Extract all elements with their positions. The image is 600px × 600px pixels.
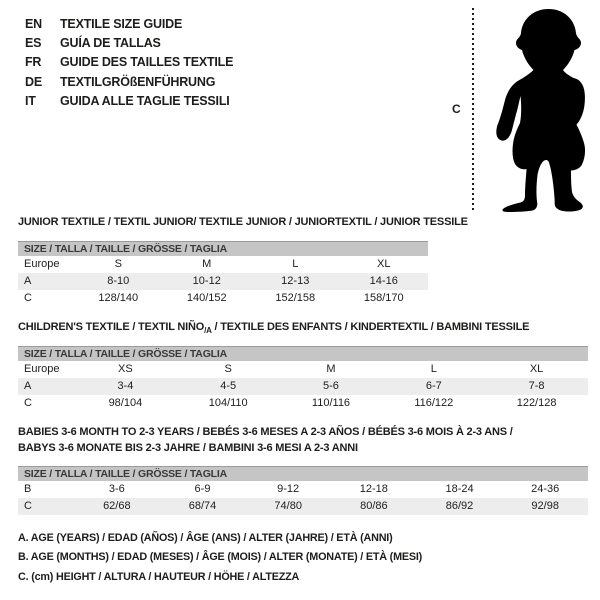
language-code: IT [25,93,36,108]
size-header-row: SIZE / TALLA / TAILLE / GRÖSSE / TAGLIA [18,466,588,481]
height-cell: 158/170 [363,292,404,304]
language-label: GUIDE DES TAILLES TEXTILE [60,55,234,70]
height-cell: 152/158 [275,292,316,304]
babies-table-title-line1: BABIES 3-6 MONTH TO 2-3 YEARS / BEBÉS 3-6 MESES A 2-3 AÑOS / BÉBÉS 3-6 MOIS À 2-3 ANS / [18,426,513,438]
row-label: B [24,483,32,495]
height-cell: 116/122 [414,397,454,409]
age-cell: 12-18 [359,483,388,495]
language-row [25,15,233,34]
height-cell: 98/104 [108,397,143,409]
row-label: C [24,397,32,409]
table-row-age [18,273,428,290]
children-table-title [18,321,529,335]
height-cell: 122/128 [516,397,557,409]
size-header-row: SIZE / TALLA / TAILLE / GRÖSSE / TAGLIA [18,346,588,361]
age-cell: 24-36 [531,483,560,495]
height-cell: 110/116 [311,397,351,409]
table-row-europe [18,256,428,273]
baby-silhouette-icon [484,6,597,212]
age-cell: 3-6 [108,483,125,495]
language-row [25,53,233,72]
legend [18,529,422,587]
legend-line-c: C. (cm) HEIGHT / ALTURA / HAUTEUR / HÖHE / ALTEZZA [18,570,300,583]
height-cell: 104/110 [208,397,248,409]
row-label: Europe [24,363,60,375]
size-cell: XL [529,363,544,375]
height-cell: 68/74 [188,500,217,512]
table-row-europe [18,361,588,378]
junior-table-title: JUNIOR TEXTILE / TEXTIL JUNIOR/ TEXTILE JUNIOR / JUNIORTEXTIL / JUNIOR TESSILE [18,216,468,228]
language-code: FR [25,55,42,70]
babies-table [18,466,588,515]
height-cell: 80/86 [360,500,388,512]
age-cell: 8-10 [107,275,130,287]
size-header-row: SIZE / TALLA / TAILLE / GRÖSSE / TAGLIA [18,241,428,256]
language-label: GUIDA ALLE TAGLIE TESSILI [60,93,230,108]
size-cell: M [202,258,212,270]
legend-line-a: A. AGE (YEARS) / EDAD (AÑOS) / ÂGE (ANS) / ALTER (JAHRE) / ETÀ (ANNI) [18,532,393,544]
language-row [25,92,233,111]
legend-line-b: B. AGE (MONTHS) / EDAD (MESES) / ÂGE (MOIS) / ALTER (MONATE) / ETÀ (MESI) [18,551,423,564]
size-cell: L [430,363,437,375]
language-label: TEXTILGRÖßENFÜHRUNG [60,74,216,89]
junior-table [18,241,428,307]
age-cell: 9-12 [277,483,300,495]
age-cell: 6-7 [425,380,442,392]
table-row-height [18,395,588,412]
language-code: ES [25,36,42,51]
table-row-age-months [18,481,588,498]
children-table [18,346,588,412]
height-cell: 128/140 [98,292,139,304]
age-cell: 5-6 [323,380,339,392]
size-cell: L [292,258,299,270]
height-cell: 62/68 [103,500,131,512]
size-cell: M [326,363,336,375]
row-label: C [24,500,32,512]
height-cell: 140/152 [186,292,227,304]
height-measure-label: C [452,102,461,116]
height-dotted-line [472,8,474,211]
height-cell: 86/92 [445,500,474,512]
row-label: A [24,380,32,392]
age-cell: 12-13 [281,275,310,287]
height-cell: 74/80 [274,500,302,512]
age-cell: 4-5 [220,380,237,392]
table-row-height [18,290,428,307]
age-cell: 7-8 [528,380,545,392]
language-label: GUÍA DE TALLAS [60,36,161,51]
babies-table-title-line2: BABYS 3-6 MONATE BIS 2-3 JAHRE / BAMBINI 3-6 MESI A 2-3 ANNI [18,442,358,454]
table-row-height [18,498,588,515]
size-cell: S [114,258,122,270]
children-title-suffix: / TEXTILE DES ENFANTS / KINDERTEXTIL / BAMBINI TESSILE [211,321,530,333]
height-cell: 92/98 [531,500,559,512]
row-label: C [24,292,32,304]
size-cell: XS [118,363,133,375]
language-code: DE [25,74,42,89]
table-row-age [18,378,588,395]
size-cell: S [224,363,232,375]
language-row [25,73,233,92]
language-code: EN [25,17,42,31]
children-title-sub: /A [204,326,212,336]
age-cell: 10-12 [192,275,221,287]
size-cell: XL [377,258,391,270]
age-cell: 3-4 [117,380,134,392]
row-label: Europe [24,258,60,270]
language-list [25,15,233,111]
age-cell: 6-9 [194,483,211,495]
row-label: A [24,275,32,287]
age-cell: 18-24 [445,483,474,495]
children-title-prefix: CHILDREN'S TEXTILE / TEXTIL NIÑO [18,321,205,333]
language-row [25,34,233,53]
language-label: TEXTILE SIZE GUIDE [60,17,183,31]
age-cell: 14-16 [369,275,398,287]
